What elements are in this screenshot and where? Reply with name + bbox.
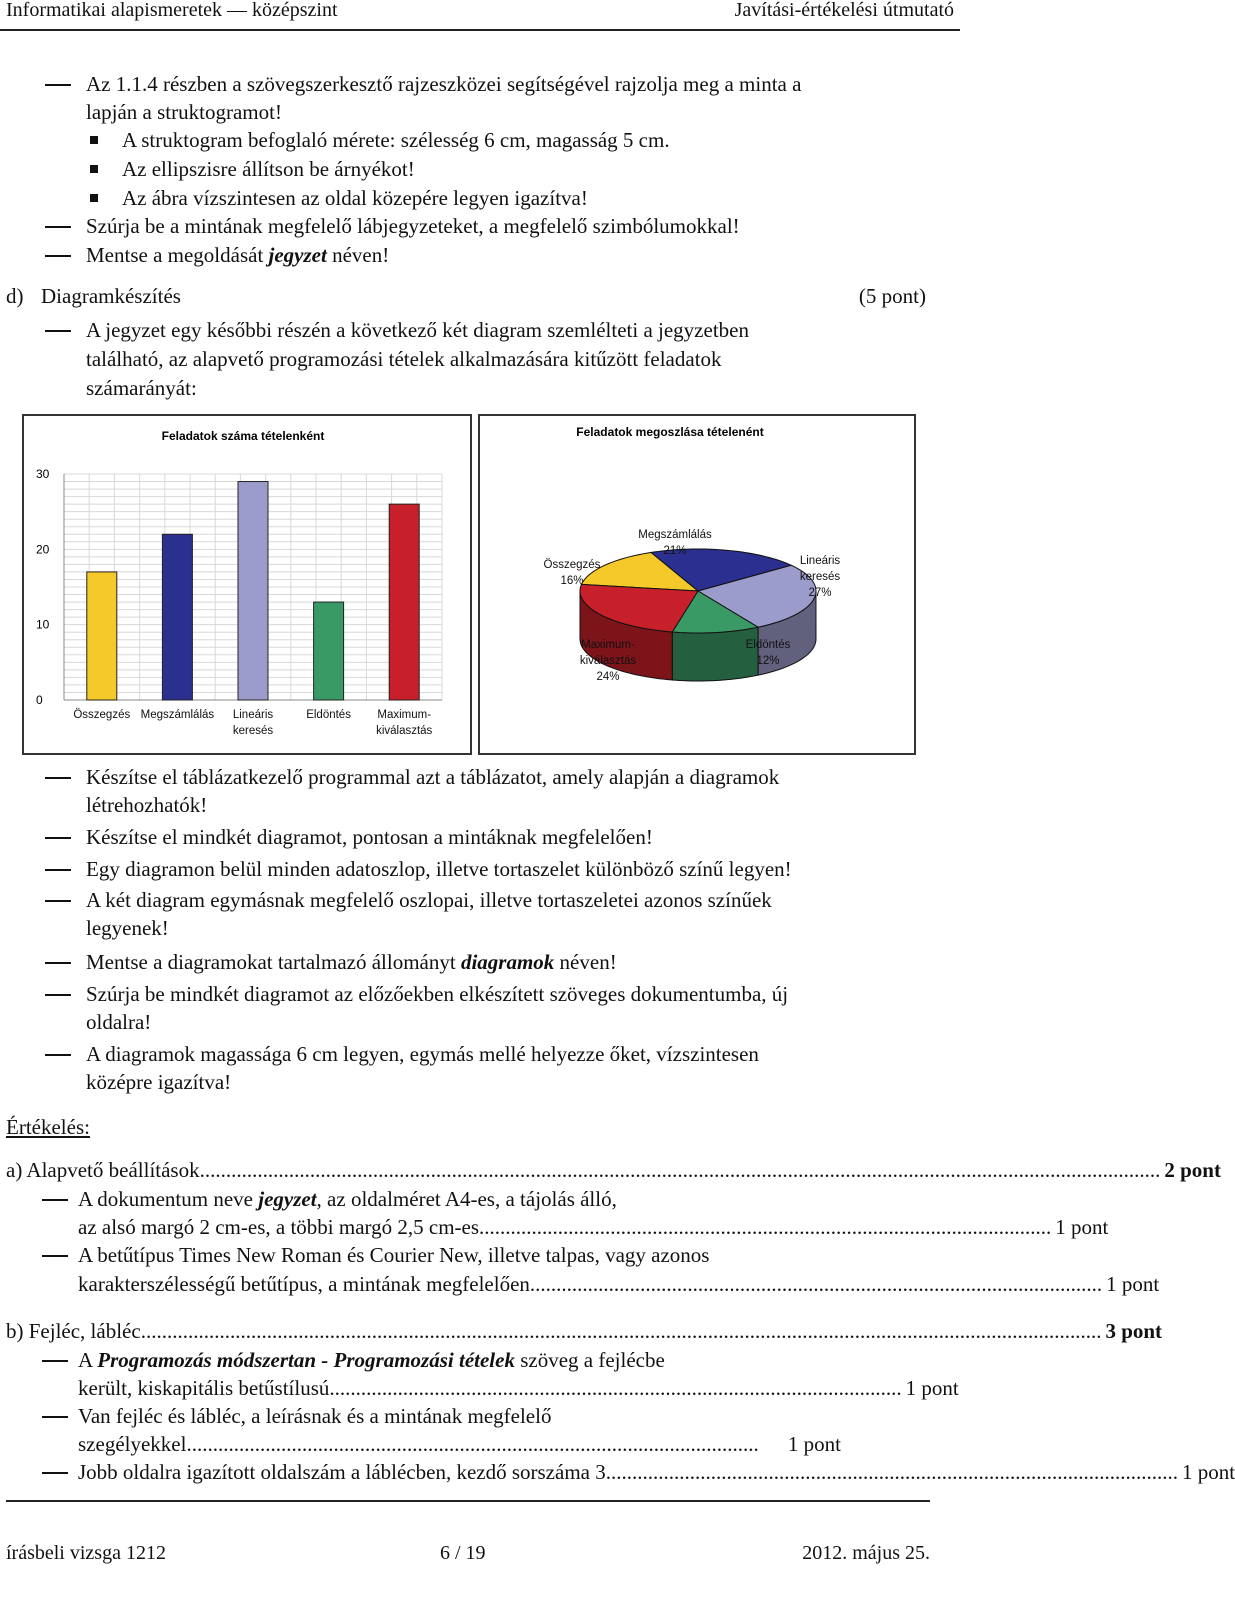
pie-side <box>672 627 758 681</box>
x-tick-label: Eldöntés <box>306 709 351 721</box>
dash-marker <box>45 900 71 902</box>
pie-slice-label: Eldöntés <box>745 639 791 651</box>
task-item-line: létrehozhatók! <box>86 793 208 817</box>
task-item-line: oldalra! <box>86 1010 152 1034</box>
header-rule <box>0 29 960 31</box>
top-item-line: Az 1.1.4 részben a szövegszerkesztő rajzeszközei segítségével rajzolja meg a minta a <box>86 72 802 96</box>
pie-slice-label: Maximum- <box>581 639 635 651</box>
pie-slice-label: 24% <box>596 671 620 683</box>
pie-chart <box>480 416 914 753</box>
intro-line: található, az alapvető programozási tételek alkalmazására kitűzött feladatok <box>86 347 722 371</box>
footer-left: írásbeli vizsga 1212 <box>6 1542 166 1564</box>
dash-marker <box>45 255 71 257</box>
top-item-line: lapján a struktogramot! <box>86 100 282 124</box>
x-tick-label: Maximum- <box>377 709 432 721</box>
header-left: Informatikai alapismeretek — középszint <box>6 0 338 21</box>
dash-marker <box>45 84 71 86</box>
top-item-line: Szúrja be a mintának megfelelő lábjegyzeteket, a megfelelő szimbólumokkal! <box>86 214 740 238</box>
intro-line: A jegyzet egy későbbi részén a következő két diagram szemlélteti a jegyzetben <box>86 318 749 342</box>
pie-slice-label: kiválasztás <box>579 655 637 667</box>
x-tick-label: Megszámlálás <box>140 709 215 721</box>
task-item-line: Készítse el mindkét diagramot, pontosan a mintáknak megfelelően! <box>86 825 653 849</box>
x-tick-label: Összegzés <box>73 709 131 721</box>
square-bullet <box>90 194 98 202</box>
eval-a1-line2: az alsó margó 2 cm-es, a többi margó 2,5 cm-es ............................................................................................................. 1 pont <box>78 1215 1109 1239</box>
header-right: Javítási-értékelési útmutató <box>734 0 954 21</box>
pie-slice-label: Megszámlálás <box>638 529 712 541</box>
dash-marker <box>45 837 71 839</box>
dot-leader: ....................................................................................................................................................................................... <box>140 1319 1102 1343</box>
dash-marker <box>42 1472 68 1474</box>
square-bullet <box>90 165 98 173</box>
footer-date: 2012. május 25. <box>802 1542 930 1564</box>
eval-b1-line1: A Programozás módszertan - Programozási tételek szöveg a fejlécbe <box>78 1348 665 1372</box>
eval-b1-line2: került, kiskapitális betűstílusú ............................................................................................................. 1 pont <box>78 1376 959 1400</box>
dash-marker <box>42 1360 68 1362</box>
y-tick-label: 30 <box>36 467 50 481</box>
dash-marker <box>45 869 71 871</box>
section-title: Diagramkészítés <box>41 284 181 308</box>
y-tick-label: 0 <box>36 693 43 707</box>
y-tick-label: 10 <box>36 617 50 632</box>
task-item-line: legyenek! <box>86 916 169 940</box>
pie-slice-label: Összegzés <box>543 559 601 571</box>
eval-b-row: b) Fejléc, lábléc ....................................................................................................................................................................................... 3 pont <box>6 1317 918 1346</box>
y-tick-label: 20 <box>36 542 50 557</box>
task-item-line: Egy diagramon belül minden adatoszlop, illetve tortaszelet különböző színű legyen! <box>86 857 792 881</box>
eval-a2-line2: karakterszélességű betűtípus, a mintának megfelelően ............................................................................................................. 1 pont <box>78 1272 1160 1296</box>
pie-slice-label: 12% <box>756 655 780 667</box>
bar <box>389 504 419 700</box>
eval-b2-line2: szegélyekkel ............................................................................................................. 1 pont <box>78 1432 841 1456</box>
dot-leader: ....................................................................................................................................................................................... <box>199 1158 1161 1182</box>
bar <box>87 572 117 700</box>
x-tick-label: keresés <box>232 725 274 737</box>
section-label: d) <box>6 284 24 308</box>
pie-chart-title: Feladatok megoszlása tételenént <box>576 425 764 439</box>
eval-a-row: a) Alapvető beállítások ....................................................................................................................................................................................... 2 pont <box>6 1156 918 1185</box>
dash-marker <box>45 330 71 332</box>
dash-marker <box>42 1199 68 1201</box>
task-item-line: középre igazítva! <box>86 1070 232 1094</box>
intro-line: számarányát: <box>86 376 197 400</box>
top-item-line: Az ellipszisre állítson be árnyékot! <box>122 157 415 181</box>
pie-slice-label: 16% <box>560 575 584 587</box>
dash-marker <box>45 226 71 228</box>
top-item-line: Az ábra vízszintesen az oldal közepére legyen igazítva! <box>122 186 588 210</box>
pie-slice-label: Lineáris <box>799 555 841 567</box>
dash-marker <box>45 777 71 779</box>
footer-rule <box>6 1500 930 1502</box>
x-tick-label: Lineáris <box>232 709 274 721</box>
section-points: (5 pont) <box>858 284 926 308</box>
pie-chart-frame <box>478 414 916 755</box>
bar-chart <box>24 416 470 753</box>
save-diagramok-line: Mentse a diagramokat tartalmazó állományt diagramok néven! <box>86 950 617 974</box>
pie-slice-label: 21% <box>663 545 687 557</box>
eval-a1-line1: A dokumentum neve jegyzet, az oldalméret A4-es, a tájolás álló, <box>78 1187 617 1211</box>
eval-b3-line: Jobb oldalra igazított oldalszám a láblécben, kezdő sorszáma 3 ............................................................................................................. 1 pont <box>78 1460 1235 1484</box>
dash-marker <box>45 1054 71 1056</box>
x-tick-label: kiválasztás <box>376 725 433 737</box>
eval-a2-line1: A betűtípus Times New Roman és Courier New, illetve talpas, vagy azonos <box>78 1243 710 1267</box>
task-item-line: A két diagram egymásnak megfelelő oszlopai, illetve tortaszeletei azonos színűek <box>86 888 772 912</box>
task-item-line: Készítse el táblázatkezelő programmal azt a táblázatot, amely alapján a diagramok <box>86 765 780 789</box>
footer-page-number: 6 / 19 <box>440 1542 486 1564</box>
bar <box>238 482 268 700</box>
task-item-line: Szúrja be mindkét diagramot az előzőekben elkészített szöveges dokumentumba, új <box>86 982 789 1006</box>
pie-slice-label: keresés <box>799 571 841 583</box>
bar-chart-frame <box>22 414 472 755</box>
bar <box>314 602 344 700</box>
dash-marker <box>42 1255 68 1257</box>
bar-chart-title: Feladatok száma tételenként <box>161 429 325 443</box>
dash-marker <box>45 994 71 996</box>
dash-marker <box>42 1416 68 1418</box>
evaluation-heading: Értékelés: <box>6 1115 90 1139</box>
top-item-line: A struktogram befoglaló mérete: szélesség 6 cm, magasság 5 cm. <box>122 128 670 152</box>
task-item-line: A diagramok magassága 6 cm legyen, egymás mellé helyezze őket, vízszintesen <box>86 1042 759 1066</box>
bar <box>162 534 192 700</box>
save-jegyzet-line: Mentse a megoldását jegyzet néven! <box>86 243 390 267</box>
dash-marker <box>45 962 71 964</box>
pie-slice-label: 27% <box>808 587 832 599</box>
square-bullet <box>90 136 98 144</box>
eval-b2-line1: Van fejléc és lábléc, a leírásnak és a mintának megfelelő <box>78 1404 552 1428</box>
